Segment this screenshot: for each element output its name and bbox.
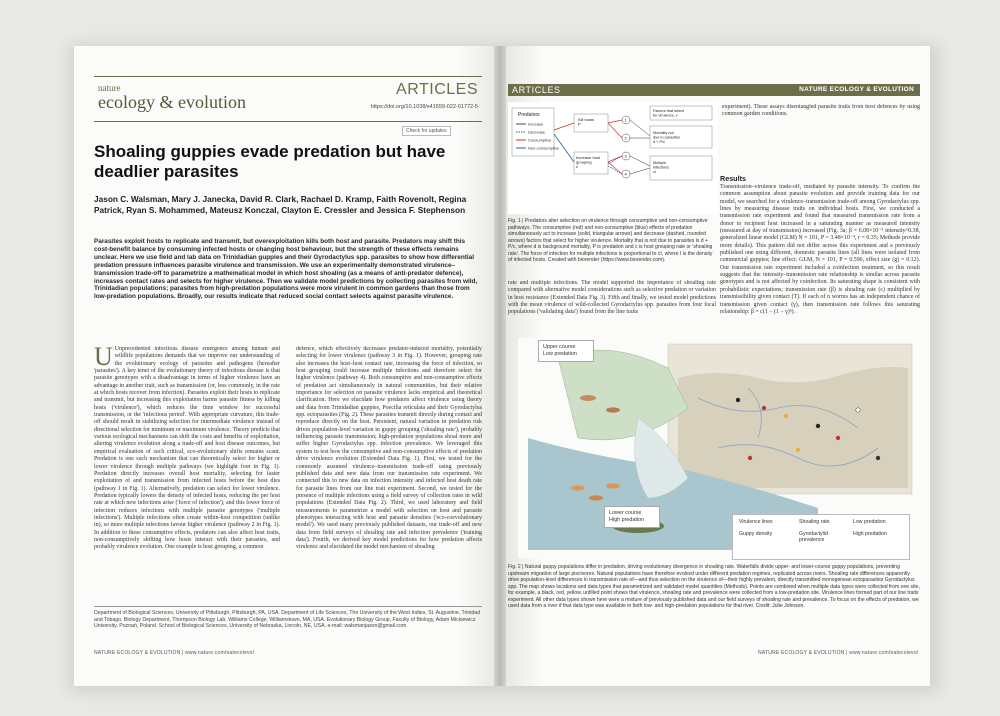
- results-text: Transmission–virulence trade-off, mediated by parasite intensity. To confirm the common assumption about parasite evolution and provide training data for our model, we searched for a virulence–transmission trade-off among Gyrodactylus spp. lines by measuring disease traits on individual hosts. First, we conducted a transmission rate experiment and found that measured transmission rate from a donor to recipient host increased in a saturating manner as measured intensity (measured at day of transmission) increased (Fig. 3a; β = 6.08×10⁻⁵ intensity^0.38, generalized linear model (GLM) N = 101, P = 3.48×10⁻⁴, r = 0.35; Methods provide more details). This pattern did not differ across this experiment and a previously published one using different, domestic parasite lines (all lines were isolated from commercial guppies; line effect: GLM, N = 101, P = 0.596, effect size (g) = 0.12). Our transmission rate experiment included a coinfection treatment, so this result suggests that the intensity–transmission rate relationship is similar across parasite genotypes and is not affected by coinfection. Its saturating shape is consistent with probabilistic expectations; transmission rate (β) is shoaling rate (c) multiplied by transmissibility given contact (T). If each of n worms has an independent chance of transmission given contact (γ), then transmission rate follows this saturating relationship: β = c(1 − (1 − γ)ⁿ).: [720, 184, 920, 315]
- fig1-box-kill-text: Kill hosts P: [578, 117, 595, 127]
- fig1-legend-decrease: Decrease: [528, 129, 546, 135]
- guppy-upper-2: [606, 407, 620, 412]
- site-point: [748, 456, 752, 460]
- lower-course-label-box: [604, 506, 660, 528]
- fig1-legend-title: Predators: [518, 112, 540, 118]
- guppy-lower-1: [571, 485, 585, 490]
- site-point: [796, 448, 800, 452]
- upper-course-label-box: [538, 340, 594, 362]
- body-column-1-text: Unprecedented infectious disease emergence among human and wildlife populations demands that we improve our understanding of the evolutionary ecology of parasites and pathogens (hereafter 'parasites'). A key tenet of the evolutionary theory of infectious disease is that parasite genotypes with a disadvantage in terms of higher virulence have an advantage in another trait, such as transmission (or, less commonly, in the rate at which hosts recover from infection). Parasites exploit their hosts to replicate and transmit, but increasing this exploitation harms parasite fitness by killing hosts ('virulence'), which reduces the time window for successful transmission, or the 'infectious period'. With appropriate curvature, this trade-off should result in stabilizing selection for intermediate virulence instead of directional selection for minimum or maximum virulence. Theory predicts that various ecological mechanisms can shift the costs and benefits of exploitation, altering virulence evolution along a trade-off and host disease outcomes, but empirical evaluation of such critical, eco-evolutionary shifts remains scant. Predation is one such mechanism that can theoretically select for higher or lower virulence through multiple pathways (we highlight four in Fig. 1). Predation directly increases overall host mortality, selecting for faster exploitation of and transmission from infected hosts before the host dies (pathway 1 in Fig. 1). Alternatively, predation can select for lower virulence. Predation typically lowers the density of infected hosts, reducing the per host rate at which new infections arise ('force of infection'), and this lower force of infection reduces infections with multiple parasite genotypes ('multiple infections'). Multiple infections often create within-host competition (unlike in), so more multiple infections favour higher virulence (pathway 2 in Fig. 1). In addition to these consumptive effects, predators can also affect host traits, non-consumptively shifting how hosts interact with their parasites, and probably virulence evolution. One example is host grouping, a common: [94, 346, 280, 551]
- legend-high-predation: High predation: [853, 531, 887, 537]
- site-point: [876, 456, 880, 460]
- legend-virulence-lines: Virulence lines: [739, 519, 773, 525]
- book-gutter: [494, 46, 506, 686]
- right-header-band: [508, 84, 920, 96]
- legend-low-predation: Low predation: [853, 519, 886, 525]
- check-updates-badge[interactable]: [402, 126, 451, 136]
- right-section-tab: ARTICLES: [512, 85, 561, 95]
- site-point: [784, 414, 788, 418]
- results-heading: Results: [720, 174, 746, 183]
- drop-cap: U: [94, 346, 113, 371]
- section-tab: ARTICLES: [396, 81, 478, 98]
- fig1-node-2-label: 2: [624, 135, 627, 141]
- journal-header: [94, 76, 482, 122]
- site-point: [816, 424, 820, 428]
- fig1-node-4-label: 4: [624, 171, 627, 177]
- figure-2-caption: Fig. 2 | Natural guppy populations differ in predation, driving evolutionary divergence in shoaling rate. Waterfalls divide upper- and lower-course guppy populations, preventing upstream migration of large piscivores. Natural populations have therefore evolved under different predation regimes, replicated across rivers. Shoaling rate differences apparently drive population-level differences in transmission rate of—and thus selection on the virulence of—their highly prevalent, directly transmitted monogenean ectoparasites Gyrodactylus spp. The map shows locations and data types that parametrized and validated model quantities (Methods). Points are combined when multiple data types were collected from one site, for example, a black, red, yellow, unfilled point shows that virulence, shoaling rate and prevalence were collected from a low-predation site. Virulence lines formed part of our line traits experiment. All other data types shown here were a mixture of previously published data and our field surveys of shoaling rate and prevalence. To focus on the effects of predation, we used data from a river if that data type was available in both low- and high-predation populations for that river. Credit: Julie Johnson.: [508, 564, 920, 609]
- left-page: [74, 46, 502, 686]
- check-updates-label: Check for updates: [406, 128, 447, 134]
- fig1-box-multiple-text: Multiple infections cI: [653, 161, 670, 175]
- site-point: [856, 408, 860, 412]
- fig1-box-factors-text: Factors that select for virulence, v: [653, 109, 685, 118]
- fig1-box-mortality-text: Mortality not due to parasites d + P/c: [653, 131, 681, 145]
- guppy-lower-3: [606, 483, 620, 488]
- island-shape: [678, 367, 908, 488]
- author-list: Jason C. Walsman, Mary J. Janecka, David R. Clark, Rachael D. Kramp, Faith Rovenolt, Regina Patrick, Ryan S. Mohammed, Mateusz Konczal, Clayton E. Cressler and Jessica F. Stephenson: [94, 194, 467, 215]
- guppy-upper-1: [580, 395, 596, 401]
- right-journal-header: NATURE ECOLOGY & EVOLUTION: [799, 86, 914, 93]
- legend-guppy-density: Guppy density: [739, 531, 773, 537]
- lower-course-label: Lower course High predation: [609, 510, 645, 523]
- upper-course-label: Upper course Low predation: [543, 344, 577, 357]
- article-title: Shoaling guppies evade predation but have deadlier parasites: [94, 142, 446, 181]
- legend-gyrodactylid-prevalence: Gyrodactylid prevalence: [799, 531, 828, 543]
- fig1-legend-consumptive: Consumptive: [528, 137, 552, 143]
- figure-1-diagram: [508, 102, 718, 214]
- site-point: [762, 406, 766, 410]
- abstract: Parasites exploit hosts to replicate and transmit, but overexploitation kills both host and parasite. Predators may shift this cost-benefit balance by consuming infected hosts or changing host behaviour, but the strength of these effects remains unclear. Here we use field and lab data on Trinidadian guppies and their Gyrodactylus spp. parasites to show how differential predation pressure influences parasite virulence and transmission. We use an experimentally demonstrated virulence–transmission trade-off to parametrize a mathematical model in which host shoaling (as a means of anti-predator defence), increases contact rates and selects for higher virulence. Then we validate model predictions by collecting parasites from wild, Trinidadian populations; parasites from high-predation populations were more virulent in common gardens than those from low-predation populations. Broadly, our results indicate that reduced social contact selects against parasite virulence.: [94, 238, 478, 301]
- affiliations: Department of Biological Sciences, University of Pittsburgh, Pittsburgh, PA, USA. Department of Life Sciences, The University of the West Indies, St. Augustine, Trinidad and Tobago. Biology Department, Thompson Biology Lab, Williams College, Williamstown, MA, USA. Evolutionary Biology Group, Faculty of Biology, Adam Mickiewicz University, Poznań, Poland. School of Biological Sciences, University of Nebraska, Lincoln, NE, USA. e-mail: walsmanjason@gmail.com: [94, 606, 482, 630]
- figure-1-caption: Fig. 1 | Predators alter selection on virulence through consumptive and non-consumptive pathways. The consumptive (red) and non-consumptive (blue) effects of predation simultaneously act to increase (solid, triangular arrows) and decrease (dashed, rounded arrows) factors that select for higher virulence. Mortality that is not due to parasites is d + P/c, where d is background mortality, P is predation and c is host grouping rate or 'shoaling rate'. The force of infection for multiple infections is proportional to cI, where I is the density of infected hosts. Created with biorender (https://www.biorender.com).: [508, 218, 713, 263]
- figure-2-legend: [732, 514, 910, 560]
- body-column-2: defence, which effectively decreases predator-induced mortality, potentially selecting for lower virulence (pathway 3 in Fig. 1). However, grouping rate also increases the host–host contact rate, increasing the force of infection, so host grouping could increase multiple infections and therefore select for higher virulence (pathway 4). Both consumptive and non-consumptive effects of predation act simultaneously in natural communities, but their relative importance for selection on parasite virulence lacks empirical and theoretical clarification. Here we elucidate how predators affect virulence using theory and data from Trinidadian guppies, Poecilia reticulata and their Gyrodactylus spp. ectoparasites (Fig. 2). These parasites transmit directly during contact and reproduce directly on the host. Persistent, natural variation in predation risk drives population-level variation in guppy grouping ('shoaling rate'), probably influencing parasite transmission; high-predation populations shoal more and suffer higher Gyrodactylus spp. infection prevalence. We leveraged this system to test how the consumptive and non-consumptive effects of predation drive virulence evolution (Extended Data Fig. 1). First, we tested for the commonly assumed virulence–transmission trade-off using previously published data and new data from our transmission rate experiment. We connected this to new data on infection intensity and infected host death rate for parasite lines from our line trait experiment. Second, we tested for the presence of multiple infections using a field survey of collection rates in wild populations (Extended Data Fig. 2). Third, we used laboratory and field measurements to parametrize a model with selection on host and parasite phenotypes interacting with host and parasite densities ('eco-coevolutionary model'). We used many previously published datasets, our trade-off and new data from field surveys of shoaling rate and infection prevalence ('training data'). Fourth, we derived key model predictions for how predation affects virulence and elucidated the model mechanism of shoaling: [296, 346, 482, 551]
- site-point: [836, 436, 840, 440]
- fig1-legend-increase: Increase: [528, 121, 544, 127]
- right-page: [500, 46, 930, 686]
- body-column-1: [94, 346, 280, 600]
- body-column-right-top: experiment). These assays disentangled parasite traits from host defences by using common garden conditions.: [722, 104, 920, 118]
- footer-left: NATURE ECOLOGY & EVOLUTION | www.nature.com/natecolevol: [94, 650, 254, 656]
- body-column-mid: rate and multiple infections. The model supported the importance of shoaling rate compared with alternative model considerations such as selective predation or variation in host resistance (Extended Data Fig. 3). Fifth and finally, we tested model predictions with the mean virulence of wild-collected Gyrodactylus spp. parasites from four focal populations ('validating data') found from the line traits: [508, 280, 716, 316]
- fig1-node-3-label: 3: [624, 153, 627, 159]
- fig1-box-group-text: Increase host grouping c: [576, 155, 601, 170]
- legend-shoaling-rate: Shoaling rate: [799, 519, 830, 525]
- footer-right: NATURE ECOLOGY & EVOLUTION | www.nature.com/natecolevol: [758, 650, 918, 656]
- fig1-legend-non-consumptive: Non-consumptive: [528, 145, 560, 151]
- doi-link[interactable]: https://doi.org/10.1038/s41559-022-01772-5: [370, 104, 478, 110]
- fig1-node-1-label: 1: [624, 117, 627, 123]
- journal-name: ecology & evolution: [98, 92, 246, 112]
- guppy-lower-2: [589, 495, 603, 500]
- journal-prefix: nature: [98, 83, 121, 93]
- site-point: [736, 398, 740, 402]
